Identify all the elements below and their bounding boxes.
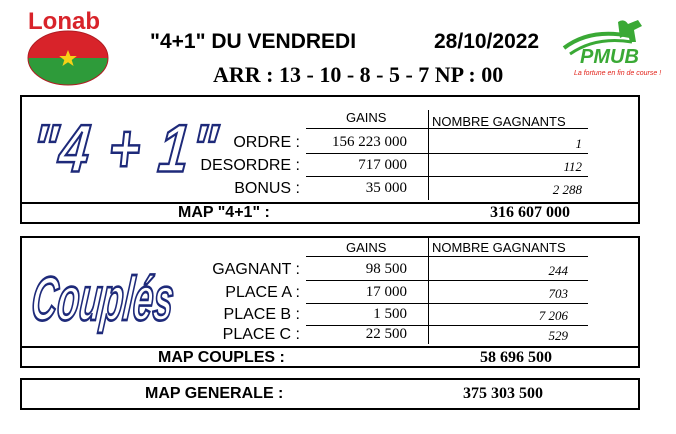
section-couples-label: Couplés [28,263,178,334]
row-gagnants-gagnant: 244 [548,263,568,278]
arrival-line: ARR : 13 - 10 - 8 - 5 - 7 NP : 00 [213,62,504,87]
lonab-logo [22,6,114,88]
row-gagnants-bonus: 2 288 [552,182,582,197]
map-41-label: MAP "4+1" : [178,204,270,221]
row-gain-place-c: 22 500 [365,326,407,342]
column-divider [428,110,429,200]
gains-header: GAINS [346,240,387,255]
row-label-bonus: BONUS : [234,180,300,197]
map-couples-label: MAP COUPLES : [158,349,285,366]
header-underline [306,256,588,257]
map-generale-box [20,378,640,410]
page-title: "4+1" DU VENDREDI [150,30,357,53]
column-divider [428,238,429,344]
map-41-value: 316 607 000 [490,204,570,221]
gagnants-header: NOMBRE GAGNANTS [432,114,566,129]
row-gain-ordre: 156 223 000 [332,134,407,150]
row-gagnants-ordre: 1 [575,136,582,151]
title-date: 28/10/2022 [434,30,540,53]
pmub-logo [560,14,660,84]
row-gain-bonus: 35 000 [365,180,407,196]
header-underline [306,128,588,129]
pmub-tagline: La fortune en fin de course ! [574,70,662,77]
row-gagnants-place-c: 529 [548,328,568,343]
gains-header: GAINS [346,110,387,125]
section-41-label: "4 + 1" [27,111,223,187]
row-gain-place-b: 1 500 [373,306,407,322]
row-divider [306,176,588,177]
pmub-logo-text: PMUB [580,46,639,68]
row-label-gagnant: GAGNANT : [212,261,300,278]
gagnants-header: NOMBRE GAGNANTS [432,240,566,255]
map-generale-label: MAP GENERALE : [145,385,284,402]
lonab-logo-text: Lonab [28,8,100,35]
row-divider [306,280,588,281]
row-label-ordre: ORDRE : [233,134,300,151]
row-gain-gagnant: 98 500 [365,261,407,277]
row-divider [306,153,588,154]
row-label-desordre: DESORDRE : [200,157,300,174]
row-gagnants-desordre: 112 [563,159,582,174]
row-gain-place-a: 17 000 [365,284,407,300]
row-label-place-a: PLACE A : [225,284,300,301]
row-gagnants-place-a: 703 [548,286,568,301]
row-label-place-c: PLACE C : [222,326,300,343]
row-divider [306,303,588,304]
map-generale-value: 375 303 500 [463,385,543,402]
row-gagnants-place-b: 7 206 [538,308,568,323]
row-gain-desordre: 717 000 [358,157,407,173]
row-label-place-b: PLACE B : [223,306,300,323]
map-couples-value: 58 696 500 [480,349,552,366]
